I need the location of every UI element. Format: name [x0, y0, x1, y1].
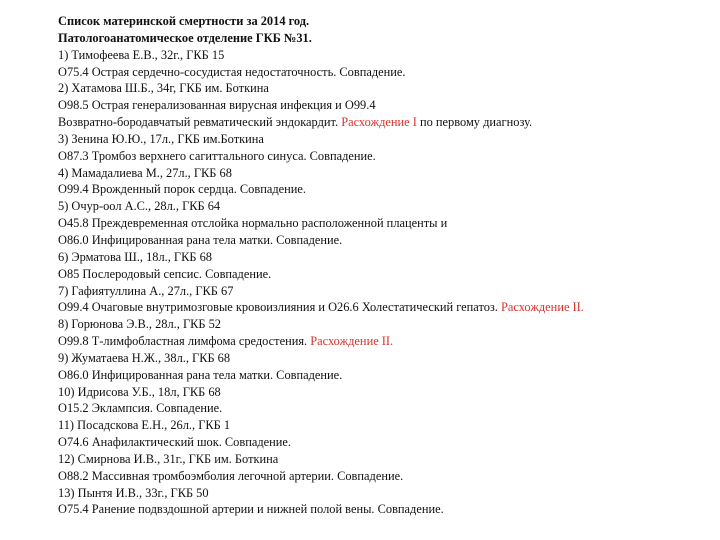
discrepancy-label: Расхождение II. — [310, 334, 394, 349]
text-line — [58, 64, 708, 81]
discrepancy-label: Расхождение II. — [500, 300, 584, 315]
line-text: 3) Зенина Ю.Ю., 17л., ГКБ им.Боткина — [58, 131, 264, 146]
text-line — [58, 501, 708, 518]
line-text: 1) Тимофеева Е.В., 32г., ГКБ 15 — [58, 47, 225, 62]
line-text: 6) Эрматова Ш., 18л., ГКБ 68 — [58, 249, 212, 264]
text-line — [58, 114, 708, 131]
line-text: 12) Смирнова И.В., 31г., ГКБ им. Боткина — [58, 451, 279, 466]
line-text: O99.4 Очаговые внутримозговые кровоизлияния и O26.6 Холестатический гепатоз. — [58, 300, 501, 315]
text-line — [58, 249, 708, 266]
text-line — [58, 417, 708, 434]
text-line — [58, 181, 708, 198]
text-line — [58, 485, 708, 502]
text-line — [58, 198, 708, 215]
line-text: 9) Жуматаева Н.Ж., 38л., ГКБ 68 — [58, 350, 231, 365]
line-text: O45.8 Преждевременная отслойка нормально расположенной плаценты и — [58, 216, 448, 231]
line-text: 4) Мамадалиева М., 27л., ГКБ 68 — [58, 165, 232, 180]
text-line — [58, 266, 708, 283]
discrepancy-label: Расхождение I — [341, 115, 417, 130]
text-line — [58, 148, 708, 165]
text-line — [58, 131, 708, 148]
text-line — [58, 400, 708, 417]
line-text: O75.4 Ранение подвздошной артерии и нижней полой вены. Совпадение. — [58, 502, 444, 517]
line-text: O86.0 Инфицированная рана тела матки. Совпадение. — [58, 232, 343, 247]
line-text: O15.2 Эклампсия. Совпадение. — [58, 401, 223, 416]
text-line — [58, 350, 708, 367]
text-line — [58, 47, 708, 64]
text-line — [58, 215, 708, 232]
line-text: 2) Хатамова Ш.Б., 34г, ГКБ им. Боткина — [58, 81, 269, 96]
document-title: Список материнской смертности за 2014 год. — [58, 14, 310, 28]
text-line — [58, 283, 708, 300]
line-text: O87.3 Тромбоз верхнего сагиттального синуса. Совпадение. — [58, 148, 376, 163]
text-line — [58, 384, 708, 401]
line-text: O88.2 Массивная тромбоэмболия легочной артерии. Совпадение. — [58, 468, 404, 483]
document-subtitle: Патологоанатомическое отделение ГКБ №31. — [58, 30, 312, 45]
line-text-suffix: по первому диагнозу. — [416, 115, 533, 130]
document-body — [58, 13, 708, 518]
text-line — [58, 316, 708, 333]
line-text: O98.5 Острая генерализованная вирусная инфекция и O99.4 — [58, 98, 376, 113]
line-text: Возвратно-бородавчатый ревматический эндокардит. — [58, 115, 342, 130]
line-text: 11) Посадскова Е.Н., 26л., ГКБ 1 — [58, 418, 231, 433]
text-line — [58, 367, 708, 384]
line-text: 7) Гафиятуллина А., 27л., ГКБ 67 — [58, 283, 234, 298]
text-line — [58, 97, 708, 114]
line-text: O86.0 Инфицированная рана тела матки. Совпадение. — [58, 367, 343, 382]
line-text: 13) Пынтя И.В., 33г., ГКБ 50 — [58, 485, 209, 500]
text-line — [58, 299, 708, 316]
line-text: 8) Горюнова Э.В., 28л., ГКБ 52 — [58, 317, 221, 332]
text-line — [58, 333, 708, 350]
line-text: 5) Очур-оол А.С., 28л., ГКБ 64 — [58, 199, 221, 214]
text-line — [58, 232, 708, 249]
line-text: O75.4 Острая сердечно-сосудистая недостаточность. Совпадение. — [58, 64, 406, 79]
text-line — [58, 434, 708, 451]
line-text: 10) Идрисова У.Б., 18л, ГКБ 68 — [58, 384, 221, 399]
line-text: O99.8 Т-лимфобластная лимфома средостения. — [58, 334, 311, 349]
text-line — [58, 165, 708, 182]
case-list — [58, 47, 708, 519]
line-text: O85 Послеродовый сепсис. Совпадение. — [58, 266, 272, 281]
line-text: O74.6 Анафилактический шок. Совпадение. — [58, 435, 292, 450]
text-line — [58, 468, 708, 485]
text-line — [58, 451, 708, 468]
text-line — [58, 80, 708, 97]
line-text: O99.4 Врожденный порок сердца. Совпадение. — [58, 182, 307, 197]
